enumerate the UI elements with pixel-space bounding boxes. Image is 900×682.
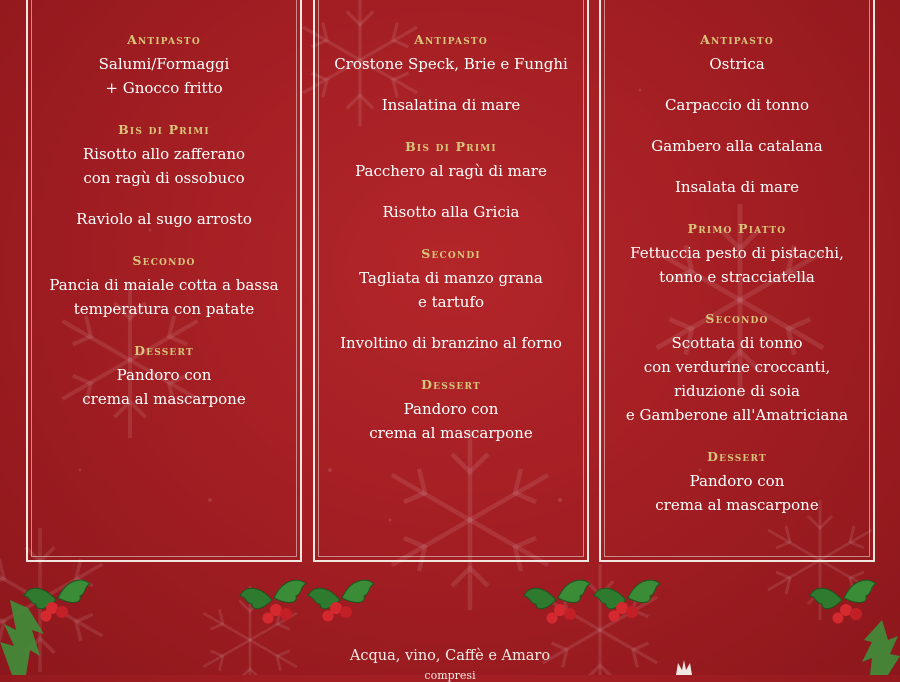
dish-item: Pacchero al ragù di mare xyxy=(355,162,547,180)
dish-item: Pancia di maiale cotta a bassa temperatura con patate xyxy=(49,276,279,318)
holly-icon xyxy=(592,566,662,626)
section-title: Antipasto xyxy=(700,32,774,47)
dish-item: Risotto alla Gricia xyxy=(382,203,520,221)
menu-panel-3 xyxy=(599,0,875,562)
dish-item: Involtino di branzino al forno xyxy=(340,334,562,352)
dish-item: Insalata di mare xyxy=(674,178,800,196)
dish-item: Pandoro con crema al mascarpone xyxy=(369,400,533,442)
section-title: Antipasto xyxy=(127,32,201,47)
section-title: Antipasto xyxy=(414,32,488,47)
dish-item: Fettuccia pesto di pistacchi, tonno e stracciatella xyxy=(630,244,844,286)
holly-icon xyxy=(808,566,878,626)
dish-item: Pandoro con crema al mascarpone xyxy=(655,472,819,514)
section-title: Dessert xyxy=(707,449,767,464)
dish-item: Insalatina di mare xyxy=(381,96,521,114)
dish-item: Ostrica xyxy=(709,55,765,73)
holly-icon xyxy=(306,566,376,626)
dish-item: Salumi/Formaggi + Gnocco fritto xyxy=(98,55,230,97)
section-title: Secondo xyxy=(132,253,196,268)
section-title: Dessert xyxy=(134,343,194,358)
menu-panel-1 xyxy=(26,0,302,562)
dish-item: Carpaccio di tonno xyxy=(664,96,810,114)
footer-note-sub: compresi xyxy=(424,669,476,682)
section-title: Dessert xyxy=(421,377,481,392)
holly-icon xyxy=(238,566,308,626)
section-title: Primo Piatto xyxy=(687,221,787,236)
footer-note: Acqua, vino, Caffè e Amaro xyxy=(349,648,551,664)
section-title: Bis di Primi xyxy=(118,122,210,137)
dish-item: Pandoro con crema al mascarpone xyxy=(82,366,246,408)
dish-item: Scottata di tonno con verdurine croccanti, riduzione di soia e Gamberone all'Amatriciana xyxy=(625,334,849,424)
dish-item: Tagliata di manzo grana e tartufo xyxy=(359,269,543,311)
holly-icon xyxy=(522,566,592,626)
menu-panel-2 xyxy=(313,0,589,562)
dish-item: Crostone Speck, Brie e Funghi xyxy=(334,55,568,73)
section-title: Secondi xyxy=(421,246,481,261)
dish-item: Raviolo al sugo arrosto xyxy=(76,210,252,228)
dish-item: Risotto allo zafferano con ragù di ossobuco xyxy=(82,145,246,187)
section-title: Bis di Primi xyxy=(405,139,497,154)
section-title: Secondo xyxy=(705,311,769,326)
dish-item: Gambero alla catalana xyxy=(651,137,823,155)
